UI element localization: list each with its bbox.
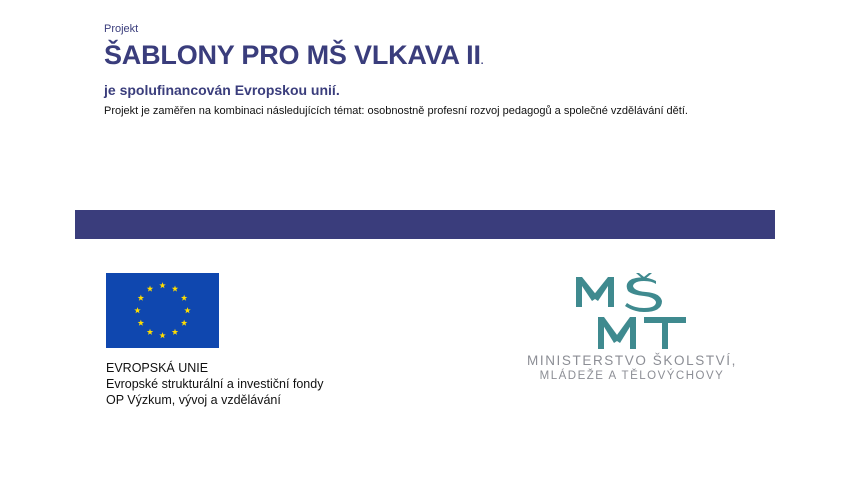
- eu-star-icon: [172, 329, 178, 335]
- msmt-name-line-1: MINISTERSTVO ŠKOLSTVÍ,: [527, 353, 737, 368]
- eu-star-icon: [147, 329, 153, 335]
- eu-star-icon: [138, 320, 144, 326]
- eu-star-icon: [159, 332, 165, 338]
- project-description: Projekt je zaměřen na kombinaci následujících témat: osobnostně profesní rozvoj pedagogů a společné vzdělávání dětí.: [104, 105, 688, 117]
- eu-star-icon: [138, 295, 144, 301]
- eu-star-icon: [184, 307, 190, 313]
- project-title-dot: .: [480, 56, 484, 67]
- eu-logo-line-2: Evropské strukturální a investiční fondy: [106, 377, 324, 391]
- project-eyebrow: Projekt: [104, 23, 139, 35]
- project-title-numeral: II: [466, 40, 481, 70]
- eu-star-icon: [181, 295, 187, 301]
- eu-logo-line-1: EVROPSKÁ UNIE: [106, 361, 209, 375]
- eu-star-icon: [181, 320, 187, 326]
- eu-star-icon: [172, 285, 178, 291]
- cofinanced-line: je spolufinancován Evropskou unií.: [104, 82, 340, 98]
- project-title-main: ŠABLONY PRO MŠ VLKAVA: [104, 40, 467, 70]
- msmt-name-line-2: MLÁDEŽE A TĚLOVÝCHOVY: [539, 370, 725, 382]
- eu-star-icon: [147, 285, 153, 291]
- msmt-monogram-icon: [572, 273, 690, 353]
- eu-star-icon: [134, 307, 140, 313]
- eu-star-icon: [159, 282, 165, 288]
- eu-stars: [106, 273, 219, 348]
- eu-flag-icon: [106, 273, 219, 348]
- eu-logo-text: [106, 360, 323, 408]
- divider-band: [75, 210, 775, 239]
- eu-logo-line-3: OP Výzkum, vývoj a vzdělávání: [106, 393, 281, 407]
- project-title: [104, 40, 483, 71]
